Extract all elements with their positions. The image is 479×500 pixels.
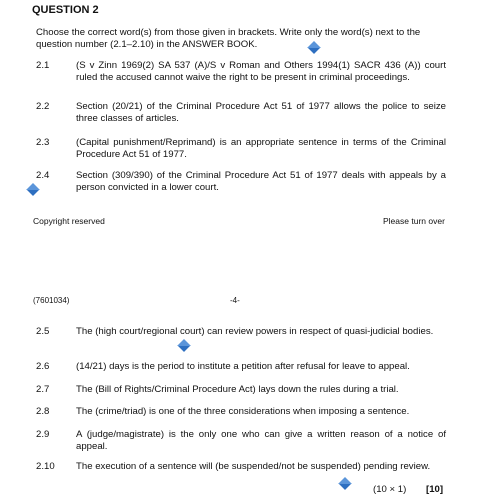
marks-total: [10]	[426, 484, 444, 495]
question-number: 2.3	[36, 137, 50, 148]
question-2-9	[36, 429, 456, 453]
question-2-8	[36, 406, 456, 418]
question-2-7	[36, 384, 456, 396]
marks-calculation: (10 × 1)	[373, 484, 407, 495]
page-number: -4-	[230, 296, 240, 305]
question-text: The execution of a sentence will (be suspended/not be suspended) pending review.	[76, 461, 431, 472]
question-number: 2.4	[36, 170, 50, 181]
question-2-5	[36, 326, 456, 350]
diamond-marker-icon[interactable]	[176, 338, 192, 354]
question-text: The (high court/regional court) can review powers in respect of quasi-judicial bodies.	[76, 326, 434, 337]
diamond-marker-icon[interactable]	[337, 476, 353, 492]
question-2-4	[36, 170, 456, 194]
question-text: The (crime/triad) is one of the three considerations when imposing a sentence.	[76, 406, 410, 417]
question-text: (S v Zinn 1969(2) SA 537 (A)/S v Roman and Others 1994(1) SACR 436 (A)) court ruled the accused cannot waive the right to be present in criminal proceedings.	[76, 60, 446, 83]
question-text: (Capital punishment/Reprimand) is an appropriate sentence in terms of the Criminal Procedure Act 51 of 1977.	[76, 137, 446, 160]
question-2-1	[36, 60, 456, 96]
question-text: A (judge/magistrate) is the only one who can give a written reason of a notice of appeal.	[76, 429, 446, 452]
diamond-marker-icon[interactable]	[306, 40, 322, 56]
question-number: 2.9	[36, 429, 50, 440]
question-text: Section (20/21) of the Criminal Procedure Act 51 of 1977 allows the police to seize three classes of articles.	[76, 101, 446, 124]
turn-over-text: Please turn over	[383, 216, 445, 226]
question-2-2	[36, 101, 456, 125]
question-text: Section (309/390) of the Criminal Procedure Act 51 of 1977 deals with appeals by a person convicted in a lower court.	[76, 170, 446, 193]
diamond-marker-icon[interactable]	[25, 182, 41, 198]
question-2-3	[36, 137, 456, 161]
question-number: 2.7	[36, 384, 50, 395]
question-number: 2.10	[36, 461, 55, 472]
question-number: 2.1	[36, 60, 50, 71]
question-number: 2.2	[36, 101, 50, 112]
paper-code: (7601034)	[33, 296, 70, 305]
question-heading: QUESTION 2	[32, 4, 99, 16]
question-number: 2.5	[36, 326, 50, 337]
question-text: The (Bill of Rights/Criminal Procedure Act) lays down the rules during a trial.	[76, 384, 399, 395]
copyright-text: Copyright reserved	[33, 216, 105, 226]
question-number: 2.8	[36, 406, 50, 417]
instructions: Choose the correct word(s) from those given in brackets. Write only the word(s) next to the question number (2.1–2.10) in the ANSWER BOOK.	[36, 27, 421, 50]
question-text: (14/21) days is the period to institute a petition after refusal for leave to appeal.	[76, 361, 410, 372]
question-number: 2.6	[36, 361, 50, 372]
question-2-6	[36, 361, 456, 373]
question-2-10	[36, 461, 456, 485]
